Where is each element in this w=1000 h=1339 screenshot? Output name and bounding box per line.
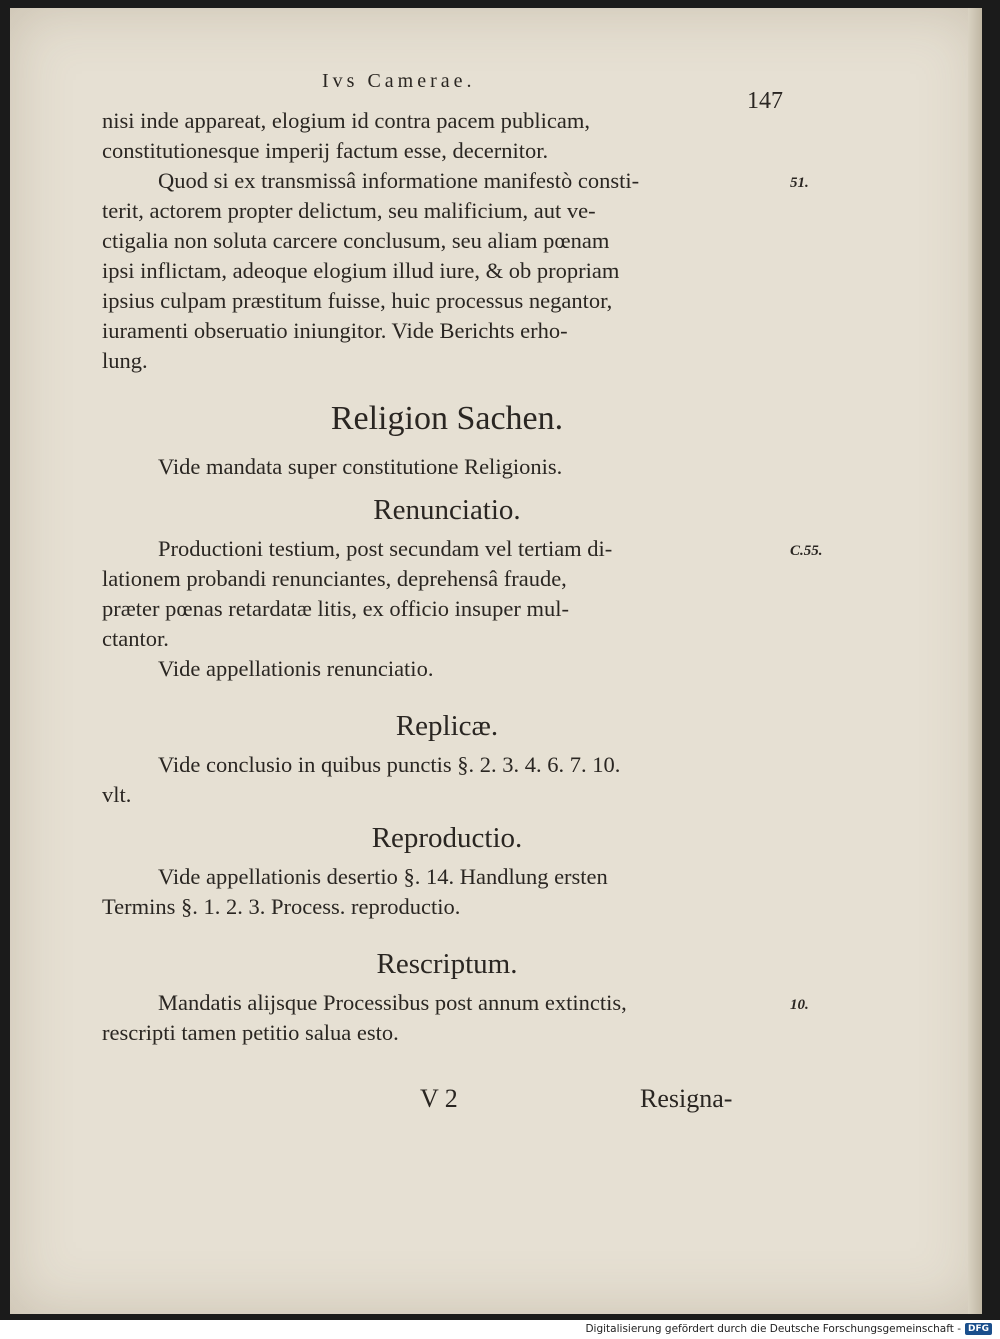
text-line: Productioni testium, post secundam vel tertiam di-: [158, 536, 613, 561]
signature-mark: V 2: [420, 1084, 458, 1113]
heading-rescriptum: Rescriptum.: [376, 948, 518, 980]
paragraph-1: [102, 106, 792, 166]
text-line: ctantor.: [102, 626, 169, 651]
text-line: lationem probandi renunciantes, deprehensâ fraude,: [102, 566, 567, 591]
text-line: ctigalia non soluta carcere conclusum, seu aliam pœnam: [102, 228, 610, 253]
digitization-credit: [585, 1323, 992, 1335]
heading-renunciatio: Renunciatio.: [373, 494, 521, 526]
margin-note: 10.: [790, 997, 809, 1013]
text-line: ipsius culpam præstitum fuisse, huic processus negantor,: [102, 288, 613, 313]
page-header: [102, 60, 792, 114]
text-line: nisi inde appareat, elogium id contra pacem publicam,: [102, 108, 590, 133]
text-line: præter pœnas retardatæ litis, ex officio insuper mul-: [102, 596, 569, 621]
text-line: Vide appellationis desertio §. 14. Handlung ersten: [158, 864, 608, 889]
text-line: Vide appellationis renunciatio.: [158, 656, 434, 681]
credit-text: Digitalisierung gefördert durch die Deutsche Forschungsgemeinschaft -: [585, 1323, 961, 1335]
dfg-logo-icon: DFG: [965, 1323, 992, 1335]
heading-replicae: Replicæ.: [395, 710, 499, 742]
book-page: [10, 8, 982, 1314]
running-head: Ivs Camerae.: [322, 70, 476, 92]
heading-religion: Religion Sachen.: [330, 400, 564, 437]
text-line: iuramenti obseruatio iniungitor. Vide Berichts erho-: [102, 318, 568, 343]
text-line: ipsi inflictam, adeoque elogium illud iure, & ob propriam: [102, 258, 620, 283]
margin-note: C.55.: [790, 543, 823, 559]
text-line: terit, actorem propter delictum, seu malificium, aut ve-: [102, 198, 596, 223]
paragraph-replicae: [102, 750, 792, 810]
paragraph-renunciatio: [102, 534, 823, 654]
text-line: Vide mandata super constitutione Religionis.: [158, 454, 563, 479]
text-line: vlt.: [102, 782, 132, 807]
page-footer: [102, 1084, 792, 1118]
paragraph-2: [102, 166, 809, 376]
text-line: Mandatis alijsque Processibus post annum extinctis,: [158, 990, 627, 1015]
text-line: constitutionesque imperij factum esse, decernitor.: [102, 138, 549, 163]
text-line: Termins §. 1. 2. 3. Process. reproductio.: [102, 894, 461, 919]
text-line: Vide conclusio in quibus punctis §. 2. 3. 4. 6. 7. 10.: [158, 752, 621, 777]
catchword: Resigna-: [640, 1084, 733, 1113]
margin-note: 51.: [790, 175, 809, 191]
page-edge: [968, 8, 982, 1314]
paragraph-reproductio: [102, 862, 792, 922]
page-number: 147: [747, 88, 783, 114]
text-line: lung.: [102, 348, 148, 373]
paragraph-rescriptum: [102, 988, 809, 1048]
text-line: Quod si ex transmissâ informatione manifestò consti-: [158, 168, 640, 193]
text-line: rescripti tamen petitio salua esto.: [102, 1020, 399, 1045]
text-block: [102, 60, 823, 1113]
heading-reproductio: Reproductio.: [371, 822, 523, 854]
